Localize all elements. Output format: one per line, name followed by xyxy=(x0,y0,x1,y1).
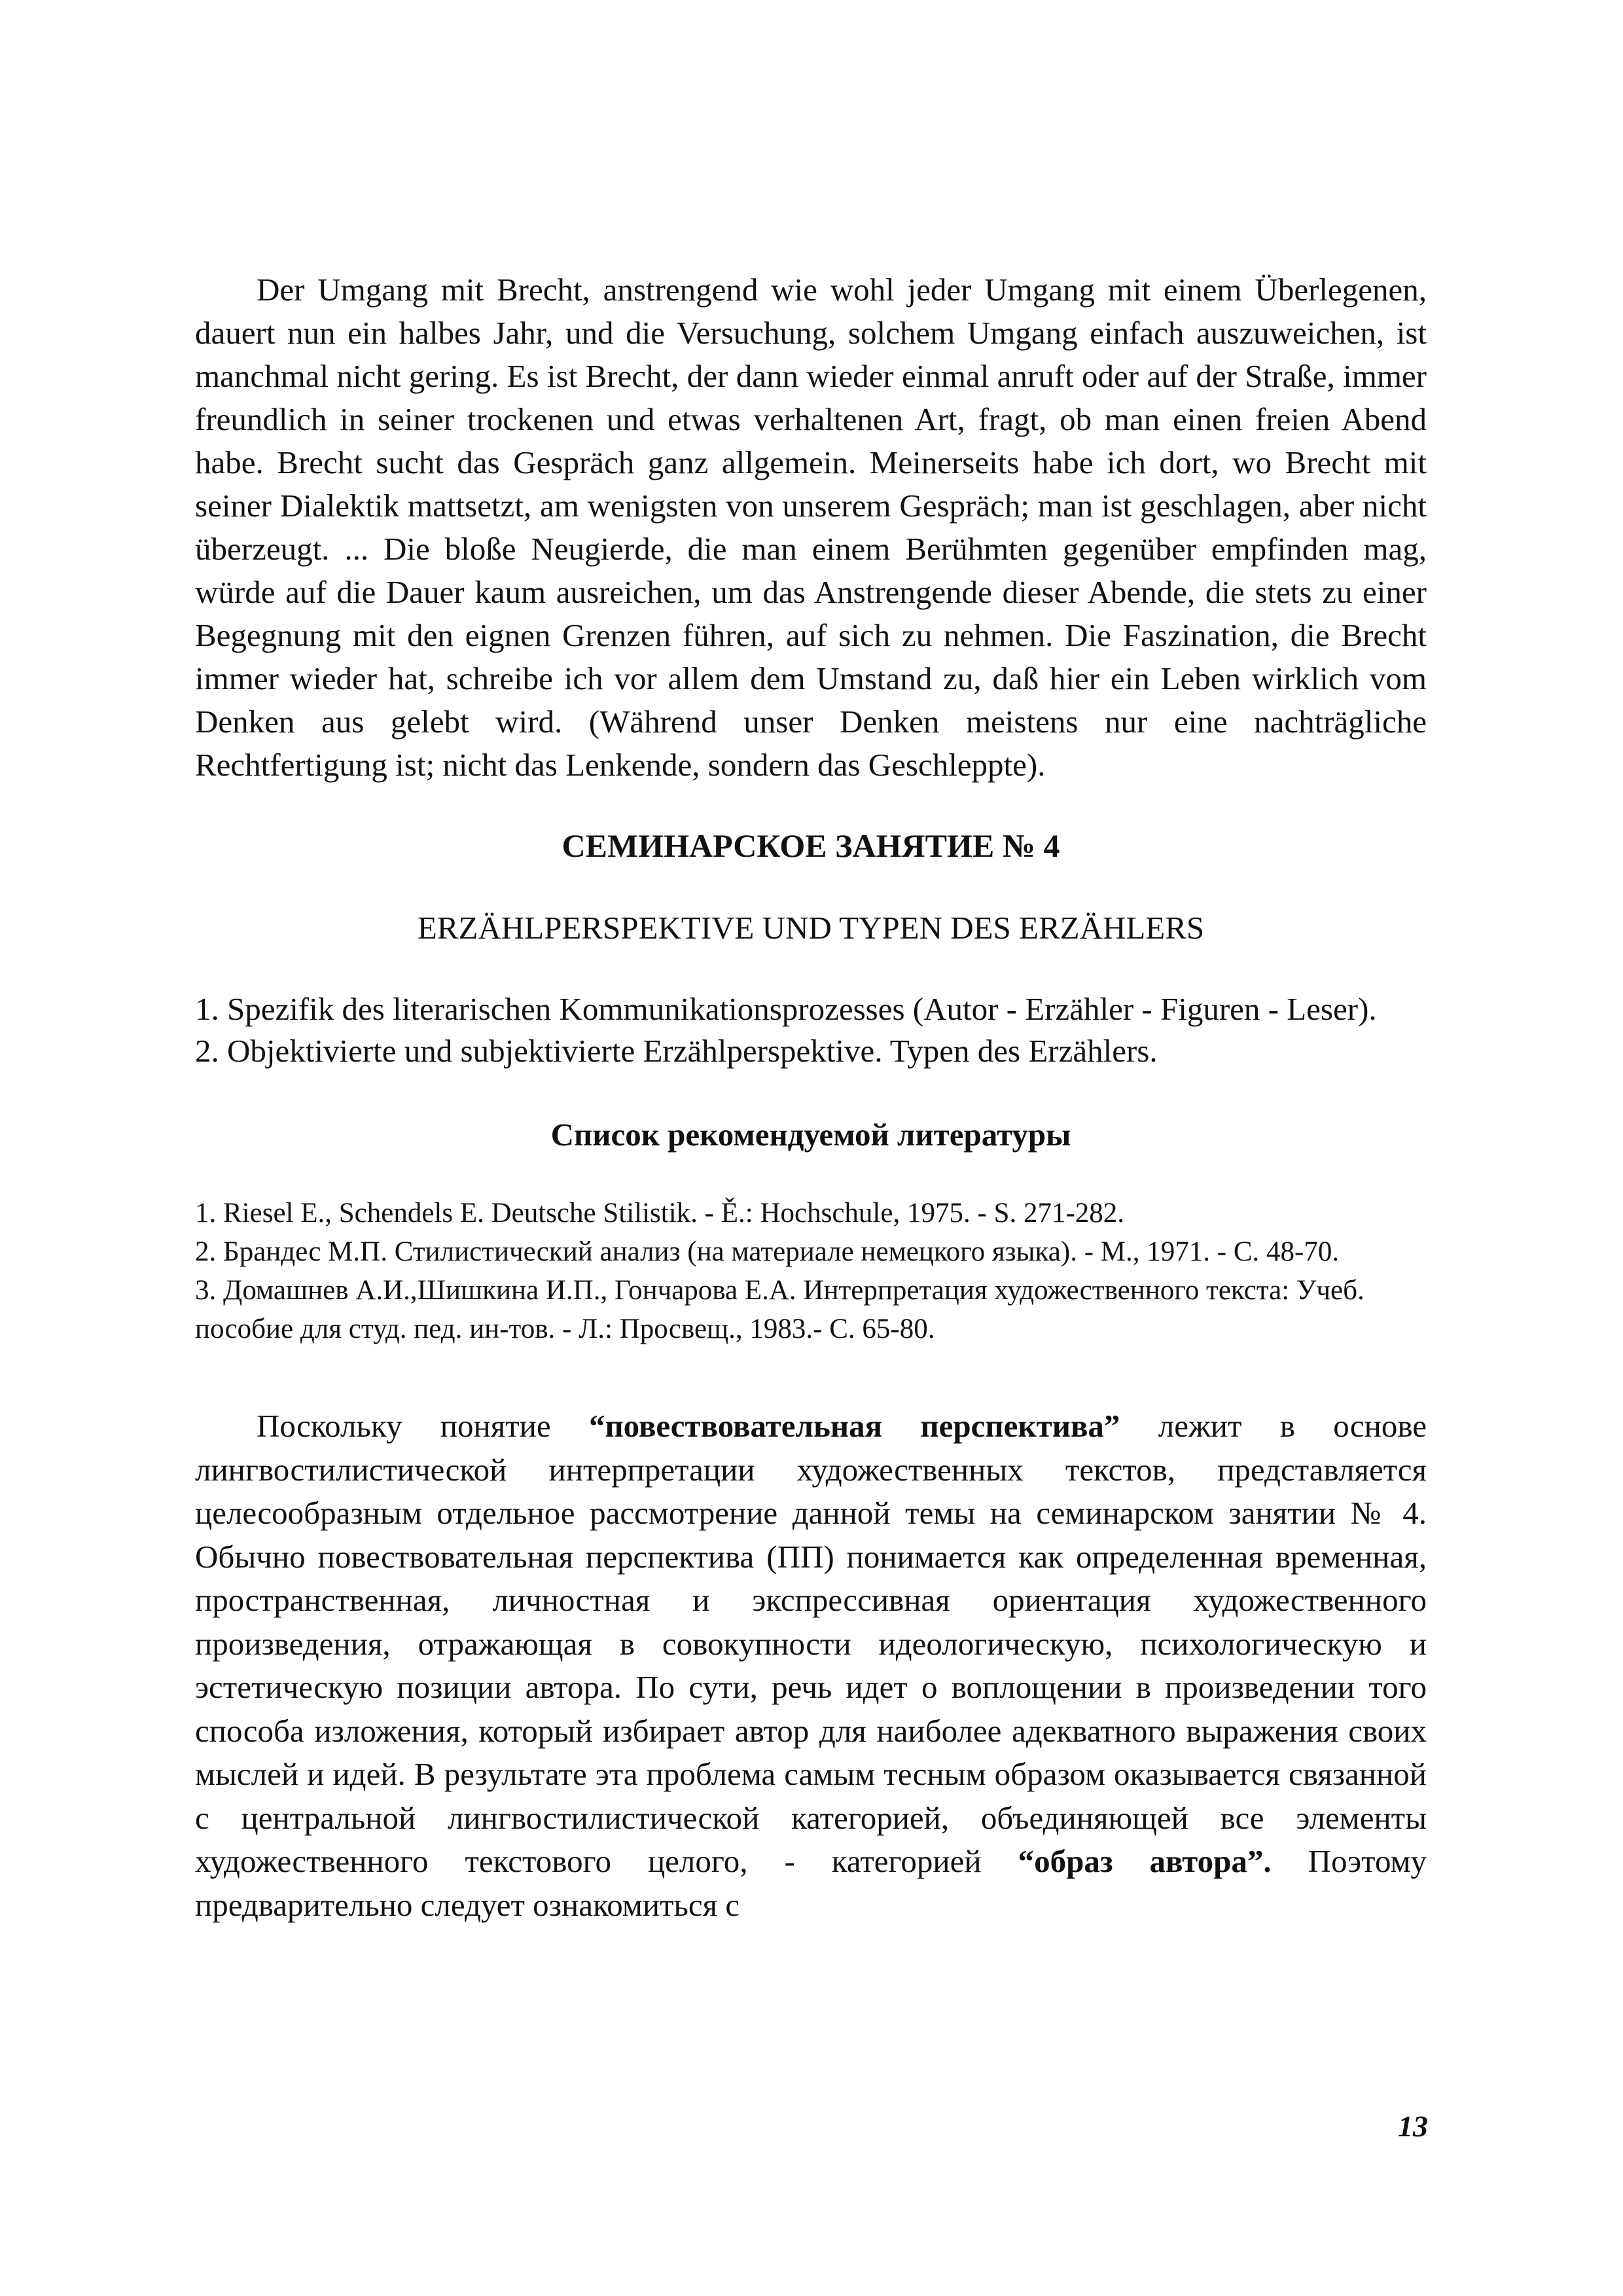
seminar-topic-list xyxy=(195,988,1427,1072)
list-item: 2. Брандес М.П. Стилистический анализ (на материале немецкого языка). - М., 1971. - С. 48-70. xyxy=(195,1236,1340,1267)
main-paragraph-part2: лежит в основе лингвостилистической интерпретации художественных текстов, представляется целесообразным отдельное рассмотрение данной темы на семинарском занятии № 4. Обычно повествовательная перспектива (ПП) понимается как определенная временная, пространственная, личностная и экспрессивная ориентация художественного произведения, отражающая в совокупности идеологическую, психологическую и эстетическую позиции автора. По сути, речь идет о воплощении в произведении того способа изложения, который избирает автор для наиболее адекватного выражения своих мыслей и идей. В результате эта проблема самым тесным образом оказывается связанной с центральной лингвостилистической категорией, объединяющей все элементы художественного текстового целого, - категорией xyxy=(195,1408,1427,1879)
quote-paragraph: Der Umgang mit Brecht, anstrengend wie wohl jeder Umgang mit einem Überlegenen, dauert nun ein halbes Jahr, und die Versuchung, solchem Umgang einfach auszuweichen, ist manchmal nicht gering. Es ist Brecht, der dann wieder einmal anruft oder auf der Straße, immer freundlich in seiner trockenen und etwas verhaltenen Art, fragt, ob man einen freien Abend habe. Brecht sucht das Gespräch ganz allgemein. Meinerseits habe ich dort, wo Brecht mit seiner Dialektik mattsetzt, am wenigsten von unserem Gespräch; man ist geschlagen, aber nicht überzeugt. ... Die bloße Neugierde, die man einem Berühmten gegenüber empfinden mag, würde auf die Dauer kaum ausreichen, um das Anstrengende dieser Abende, die stets zu einer Begegnung mit den eignen Grenzen führen, auf sich zu nehmen. Die Faszination, die Brecht immer wieder hat, schreibe ich vor allem dem Umstand zu, daß hier ein Leben wirklich vom Denken aus gelebt wird. (Während unser Denken meistens nur eine nachträgliche Rechtfertigung ist; nicht das Lenkende, sondern das Geschleppte). xyxy=(195,272,1427,783)
main-paragraph-part1: Поскольку понятие xyxy=(257,1408,589,1444)
main-paragraph xyxy=(195,1405,1427,1927)
page-content xyxy=(195,268,1427,1927)
seminar-topic: ERZÄHLPERSPEKTIVE UND TYPEN DES ERZÄHLERS xyxy=(417,910,1205,946)
page-number: 13 xyxy=(1398,2109,1428,2143)
main-paragraph-part3: Поэтому предварительно следует ознакомиться с xyxy=(195,1843,1427,1923)
list-item: 2. Objektivierte und subjektivierte Erzählperspektive. Typen des Erzählers. xyxy=(195,1033,1158,1069)
list-item: 3. Домашнев А.И.,Шишкина И.П., Гончарова Е.А. Интерпретация художественного текста: Учеб. пособие для студ. пед. ин-тов. - Л.: Просвещ., 1983.- С. 65-80. xyxy=(195,1275,1364,1344)
seminar-title: СЕМИНАРСКОЕ ЗАНЯТИЕ № 4 xyxy=(562,827,1060,864)
list-item: 1. Spezifik des literarischen Kommunikationsprozesses (Autor - Erzähler - Figuren - Leser). xyxy=(195,991,1377,1027)
term-author-image: “образ автора”. xyxy=(1018,1843,1272,1879)
term-narrative-perspective: “повествовательная перспектива” xyxy=(588,1408,1120,1444)
literature-heading: Список рекомендуемой литературы xyxy=(550,1117,1071,1153)
literature-list xyxy=(195,1194,1427,1348)
list-item: 1. Riesel E., Schendels E. Deutsche Stilistik. - Ě.: Hochschule, 1975. - S. 271-282. xyxy=(195,1198,1125,1229)
